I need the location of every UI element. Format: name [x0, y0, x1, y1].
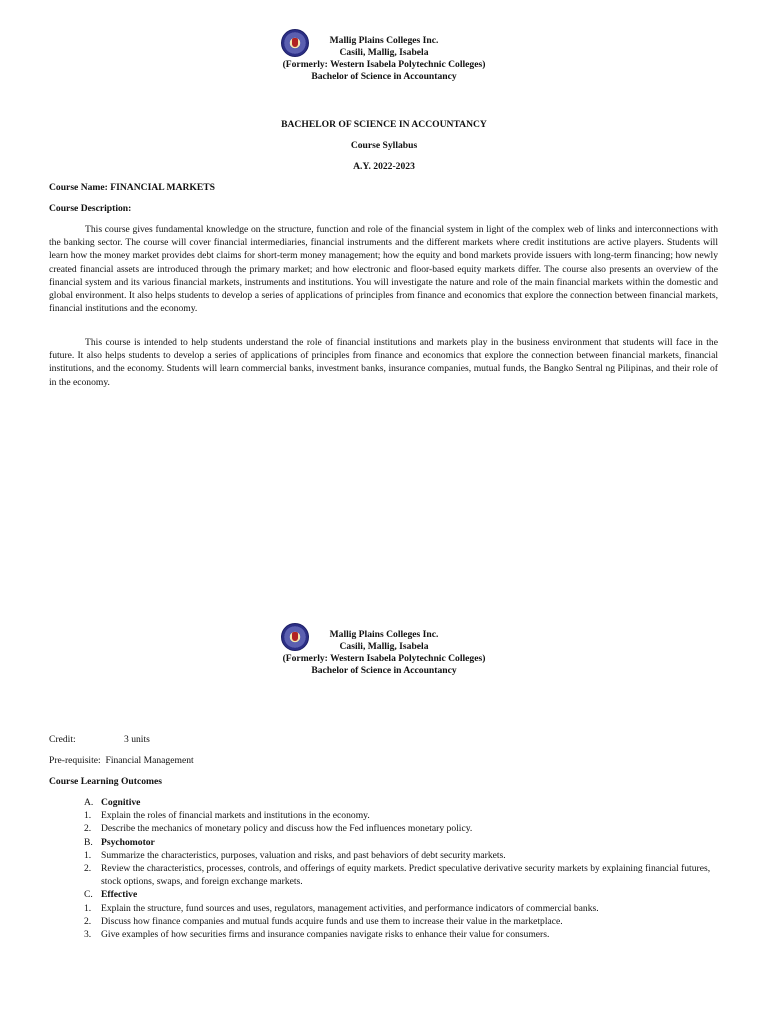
list-marker: 2. — [84, 863, 92, 875]
list-marker: 1. — [84, 810, 92, 822]
list-marker: 1. — [84, 902, 92, 914]
college-name: Mallig Plains Colleges Inc. — [329, 629, 439, 640]
header-text — [0, 629, 768, 677]
page-header-1 — [0, 29, 768, 82]
outcome-text: Review the characteristics, processes, controls, and offerings of equity markets. Predict speculative derivative security markets by explaining financial futures, stock options, swaps, and foreign exchange markets. — [101, 863, 711, 888]
course-description-paragraph-2: This course is intended to help students understand the role of financial institutions and markets play in the business environment that students will face in the future. It also helps students to develop a series of applications of principles from finance and economics that explore the connection between financial markets, financial institutions, and the economy. Students will learn commercial banks, investment banks, insurance companies, mutual funds, the Bangko Sentral ng Pilipinas, and their role of in the economy. — [49, 337, 718, 388]
academic-year: A.Y. 2022-2023 — [353, 161, 415, 172]
list-item — [84, 796, 724, 809]
learning-outcomes-list — [84, 796, 724, 941]
college-address: Casili, Mallig, Isabela — [339, 641, 429, 652]
list-item — [84, 836, 724, 849]
list-marker: 3. — [84, 929, 92, 941]
outcome-text: Describe the mechanics of monetary policy and discuss how the Fed influences monetary policy. — [101, 823, 473, 835]
course-name: Course Name: FINANCIAL MARKETS — [49, 182, 216, 193]
prerequisite: Pre-requisite: Financial Management — [49, 755, 194, 766]
outcome-category: Effective — [101, 889, 138, 901]
page-header-2 — [0, 623, 768, 676]
list-item — [84, 902, 724, 915]
outcome-text: Explain the roles of financial markets and institutions in the economy. — [101, 810, 370, 822]
list-marker: A. — [84, 797, 94, 808]
course-description-paragraph-1: This course gives fundamental knowledge on the structure, function and role of the financial system in light of the complex web of links and interconnections with the banking sector. The course will cover financial intermediaries, financial instruments and the different markets where credit institutions are active players. Students will learn how the money market provides debt claims for short-term money management; how the equity and bond markets provide issuers with long-term financing; how newly created financial assets are introduced through the primary market; and how electronic and floor-based equity markets differ. The course also presents an overview of the financial system and its various financial markets, instruments and institutions. You will investigate the nature and role of the main financial markets within the domestic and global environment. It also helps students to develop a series of applications of principles from finance and economics that explore the connection between financial markets, financial institutions and the economy. — [49, 224, 718, 315]
college-former-name: (Formerly: Western Isabela Polytechnic Colleges) — [282, 59, 486, 70]
list-item — [84, 888, 724, 901]
list-marker: 2. — [84, 823, 92, 835]
course-description-heading: Course Description: — [49, 203, 132, 214]
outcome-text: Discuss how finance companies and mutual funds acquire funds and use them to increase their value in the marketplace. — [101, 915, 563, 927]
list-marker: B. — [84, 836, 93, 848]
outcome-category: Psychomotor — [101, 836, 155, 848]
list-marker: 2. — [84, 915, 92, 927]
college-former-name: (Formerly: Western Isabela Polytechnic Colleges) — [282, 653, 486, 664]
outcome-text: Explain the structure, fund sources and uses, regulators, management activities, and performance indicators of commercial banks. — [101, 902, 599, 914]
college-program: Bachelor of Science in Accountancy — [311, 665, 457, 676]
program-title: BACHELOR OF SCIENCE IN ACCOUNTANCY — [281, 119, 487, 130]
list-item — [84, 822, 724, 835]
outcome-text: Summarize the characteristics, purposes, valuation and risks, and past behaviors of debt security markets. — [101, 849, 506, 861]
outcome-category: Cognitive — [101, 797, 141, 808]
list-item — [84, 809, 724, 822]
outcome-text: Give examples of how securities firms and insurance companies navigate risks to enhance their value for consumers. — [101, 929, 550, 941]
learning-outcomes-heading: Course Learning Outcomes — [49, 776, 162, 787]
document-type: Course Syllabus — [350, 140, 418, 151]
college-address: Casili, Mallig, Isabela — [339, 47, 429, 58]
list-item — [84, 928, 724, 941]
list-marker: C. — [84, 889, 93, 901]
college-name: Mallig Plains Colleges Inc. — [329, 35, 439, 46]
college-program: Bachelor of Science in Accountancy — [311, 71, 457, 82]
header-text — [0, 35, 768, 83]
list-item — [84, 849, 724, 862]
credit-label: Credit: — [49, 734, 76, 745]
list-item — [84, 915, 724, 928]
list-marker: 1. — [84, 849, 92, 861]
list-item — [84, 862, 724, 888]
credit-value: 3 units — [124, 734, 150, 745]
